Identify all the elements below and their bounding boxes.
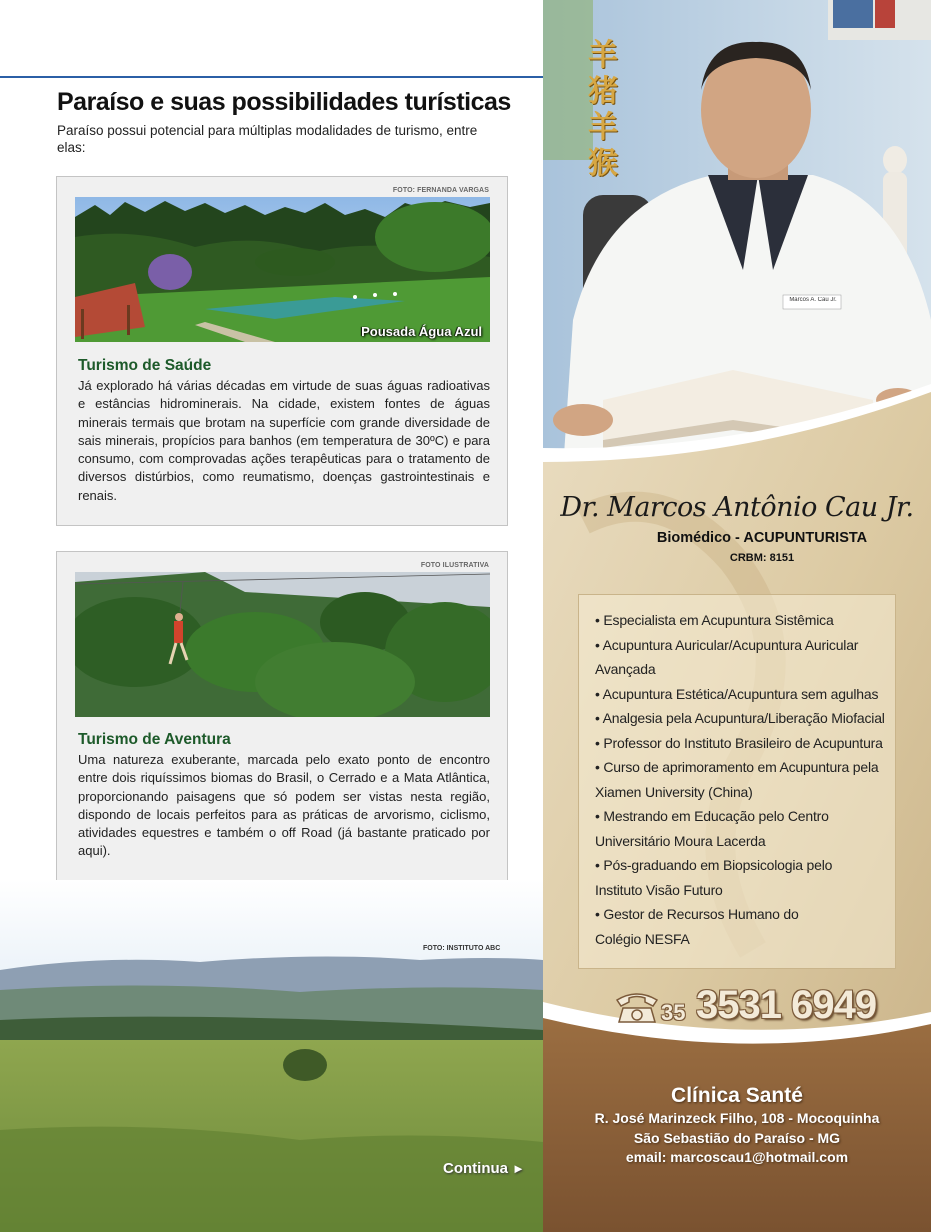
article-title: Paraíso e suas possibilidades turísticas — [57, 88, 511, 116]
play-arrow-icon: ► — [512, 1161, 525, 1176]
telephone-icon — [613, 988, 661, 1026]
list-item: Avançada — [595, 661, 656, 677]
phone-area-code: 35 — [661, 1000, 686, 1025]
photo-credit: FOTO ILUSTRATIVA — [420, 562, 489, 569]
clinic-address-line2: São Sebastião do Paraíso - MG — [633, 1129, 841, 1146]
continue-label: Continua — [443, 1160, 508, 1177]
advertisement-panel — [543, 0, 931, 1232]
phone-number: 3531 6949 — [696, 983, 877, 1027]
card-heading: Turismo de Saúde — [78, 357, 212, 374]
continue-link[interactable] — [443, 1160, 525, 1177]
pousada-photo — [75, 197, 490, 342]
list-item: Colégio NESFA — [595, 930, 690, 947]
list-item: • Gestor de Recursos Humano do — [595, 906, 799, 922]
doctor-registration: CRBM: 8151 — [729, 552, 795, 564]
list-item: Instituto Visão Futuro — [595, 881, 723, 898]
card-heading: Turismo de Aventura — [78, 731, 231, 748]
card-body: Uma natureza exuberante, marcada pelo exato ponto de encontro entre dois riquíssimos biomas do Brasil, o Cerrado e a Mata Atlântica, proporcionando paisagens que só podem ser vistas nesta região, dispondo de locais perfeitos para as práticas de arvorismo, ciclismo, atividades equestres e também o off Road (já bastante praticado por aqui). — [78, 752, 490, 859]
specialties-list — [595, 608, 895, 951]
list-item: • Acupuntura Estética/Acupuntura sem agulhas — [595, 685, 879, 702]
chinese-char: 猴 — [588, 146, 618, 181]
list-item: • Acupuntura Auricular/Acupuntura Auricular — [595, 636, 859, 653]
photo-caption: Pousada Água Azul — [361, 324, 482, 339]
coat-name-tag: Marcos A. Cau Jr. — [789, 297, 837, 303]
doctor-name: Dr. Marcos Antônio Cau Jr. — [560, 492, 914, 523]
top-rule — [0, 76, 543, 78]
clinic-name: Clínica Santé — [671, 1084, 803, 1107]
landscape-photo — [0, 880, 543, 1232]
list-item: • Analgesia pela Acupuntura/Liberação Miofacial — [595, 710, 885, 726]
card-body: Já explorado há várias décadas em virtude de suas águas radioativas e estâncias hidrominerais. Na cidade, existem fontes de águas minerais termais que brotam na superfície com grande diversidade de sais minerais, propícios para banhos (em temperatura de 30ºC) e para consumo, com comprovadas ações terapêuticas para o tratamento de diversos distúrbios, como reumatismo, doenças gastrointestinais e renais. — [78, 378, 490, 503]
list-item: • Mestrando em Educação pelo Centro — [595, 808, 829, 824]
article-intro: Paraíso possui potencial para múltiplas modalidades de turismo, entre elas: — [57, 123, 478, 155]
list-item: Universitário Moura Lacerda — [595, 832, 766, 849]
zipline-photo — [75, 572, 490, 717]
photo-credit: FOTO: FERNANDA VARGAS — [392, 187, 489, 194]
chinese-char: 羊 — [588, 38, 618, 73]
tourism-card-health — [56, 176, 508, 526]
clinic-address-line1: R. José Marinzeck Filho, 108 - Mocoquinha — [594, 1110, 880, 1126]
landscape-credit: FOTO: INSTITUTO ABC — [423, 945, 501, 952]
tourism-card-adventure — [56, 551, 508, 901]
chinese-characters — [583, 38, 623, 182]
clinic-info — [543, 1083, 931, 1168]
list-item: • Especialista em Acupuntura Sistêmica — [595, 612, 834, 628]
chinese-char: 羊 — [588, 110, 618, 145]
list-item: • Curso de aprimoramento em Acupuntura pela — [595, 759, 879, 775]
list-item: • Pós-graduando em Biopsicologia pelo — [595, 857, 833, 873]
list-item: • Professor do Instituto Brasileiro de Acupuntura — [595, 734, 883, 751]
chinese-char: 猪 — [588, 74, 618, 109]
doctor-title: Biomédico - ACUPUNTURISTA — [656, 530, 868, 546]
clinic-email: email: marcoscau1@hotmail.com — [625, 1149, 849, 1165]
list-item: Xiamen University (China) — [595, 783, 753, 800]
